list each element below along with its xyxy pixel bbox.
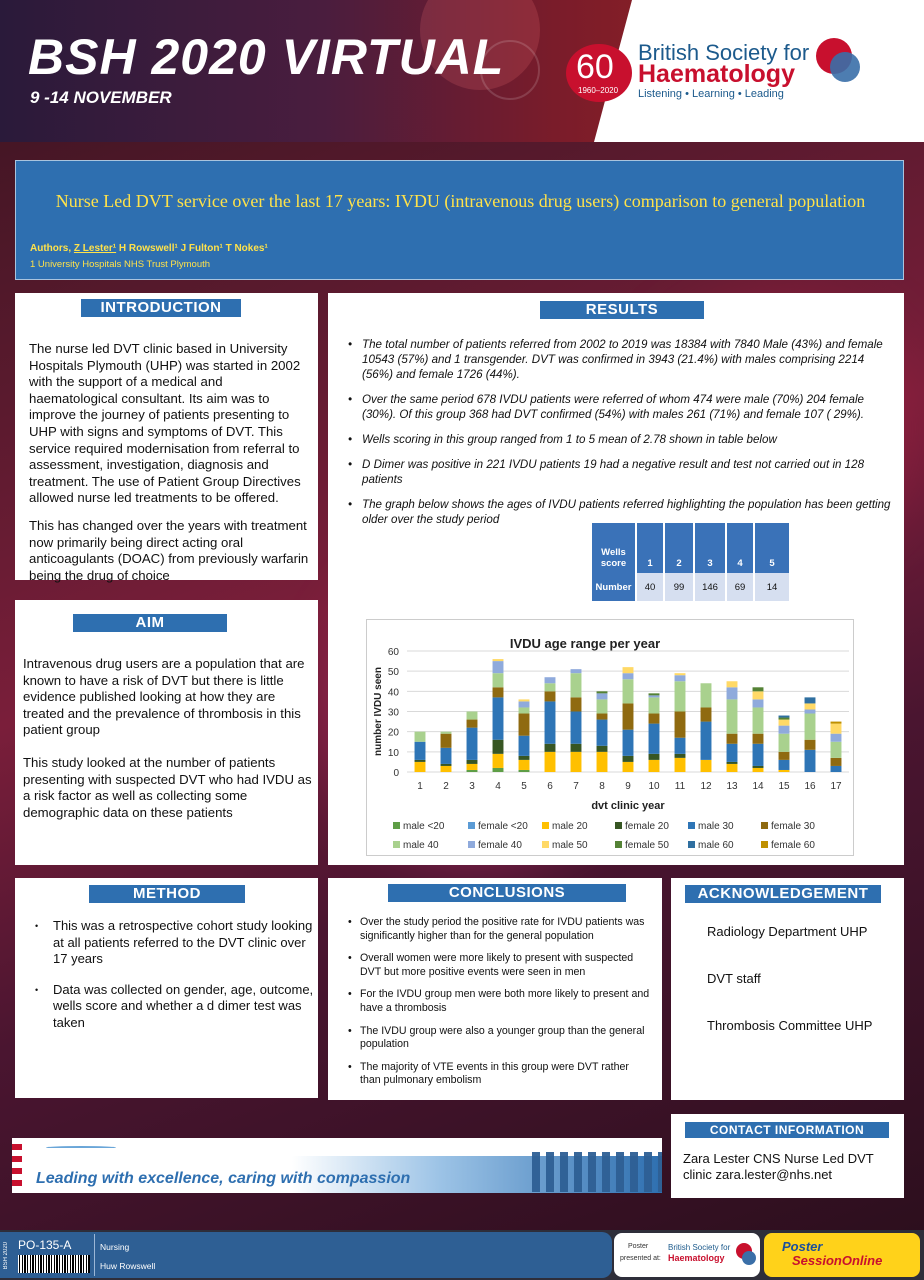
conclusions-bullet: • The IVDU group were also a younger group than the general population — [348, 1025, 652, 1052]
bar-segment — [753, 768, 764, 772]
bar-segment — [467, 764, 478, 770]
bar-segment — [519, 756, 530, 760]
y-tick-label: 0 — [393, 768, 399, 779]
bar-segment — [441, 734, 452, 748]
bar-segment — [675, 712, 686, 738]
bar-segment — [597, 691, 608, 693]
bar-segment — [519, 760, 530, 770]
bar-segment — [675, 754, 686, 758]
barcode-icon — [18, 1255, 90, 1273]
table-cell: 146 — [694, 573, 726, 601]
bar-segment — [415, 742, 426, 760]
logo-blue-circle-icon — [830, 52, 860, 82]
conclusions-bullet: • For the IVDU group men were both more likely to present and have a thrombosis — [348, 988, 652, 1015]
legend-label: female 50 — [625, 840, 669, 851]
presented-org-2: Haematology — [668, 1253, 725, 1263]
logo-blue-circle-icon — [742, 1251, 756, 1265]
legend-swatch — [688, 841, 695, 848]
bar-segment — [779, 720, 790, 726]
bar-segment — [493, 659, 504, 661]
legend-label: male 20 — [552, 821, 588, 832]
results-heading: RESULTS — [540, 301, 704, 319]
bar-segment — [519, 736, 530, 756]
bar-segment — [571, 752, 582, 772]
bar-segment — [441, 748, 452, 764]
bar-segment — [779, 718, 790, 720]
bar-segment — [597, 714, 608, 720]
gull-icon — [46, 1146, 116, 1149]
bar-segment — [805, 703, 816, 709]
bar-segment — [571, 712, 582, 744]
results-bullet: • Wells scoring in this group ranged from 1 to 5 mean of 2.78 shown in table below — [348, 432, 896, 447]
table-row — [592, 573, 790, 601]
x-tick-label: 11 — [674, 781, 686, 792]
society-name-line1: British Society for — [638, 40, 810, 65]
wells-label-2: score — [600, 558, 627, 569]
legend-label: female 60 — [771, 840, 815, 851]
legend-swatch — [468, 822, 475, 829]
bar-segment — [493, 754, 504, 768]
bar-segment — [753, 699, 764, 707]
bar-segment — [623, 756, 634, 762]
conclusions-bullet: • The majority of VTE events in this group were DVT rather than pulmonary embolism — [348, 1061, 652, 1088]
bar-segment — [597, 720, 608, 746]
wells-score-table — [592, 523, 791, 601]
table-header-row — [592, 523, 790, 573]
x-tick-label: 1 — [417, 781, 423, 792]
bar-segment — [467, 770, 478, 772]
legend-label: female 40 — [478, 840, 522, 851]
bar-segment — [597, 746, 608, 752]
footer-divider — [94, 1234, 95, 1276]
conclusions-bullet: • Overall women were more likely to present with suspected DVT but more positive events were seen in men — [348, 952, 652, 979]
table-cell: 69 — [726, 573, 754, 601]
contact-heading: CONTACT INFORMATION — [685, 1122, 889, 1138]
aim-panel — [15, 600, 318, 865]
legend-swatch — [393, 841, 400, 848]
acknowledgement-item: DVT staff — [707, 971, 761, 986]
bar-segment — [701, 707, 712, 721]
bar-segment — [571, 669, 582, 673]
bar-segment — [415, 732, 426, 742]
bar-segment — [831, 722, 842, 724]
x-tick-label: 13 — [726, 781, 738, 792]
method-bullet-list — [35, 918, 315, 1045]
bar-segment — [545, 691, 556, 701]
y-tick-label: 30 — [387, 707, 399, 719]
bar-segment — [467, 728, 478, 760]
bar-segment — [727, 699, 738, 733]
x-tick-label: 2 — [443, 781, 449, 792]
legend-swatch — [688, 822, 695, 829]
legend-label: male 50 — [552, 840, 588, 851]
legend-swatch — [761, 841, 768, 848]
bar-segment — [805, 697, 816, 703]
bar-segment — [571, 744, 582, 752]
conclusions-heading: CONCLUSIONS — [388, 884, 626, 902]
presented-at-badge — [614, 1233, 760, 1277]
aim-paragraph: This study looked at the number of patients presenting with suspected DVT who had IVDU as a risk factor as well as collecting some demographic data on these patients — [23, 754, 312, 820]
bar-segment — [649, 714, 660, 724]
people-silhouettes-icon — [532, 1152, 662, 1192]
pso-text-1: Poster — [782, 1239, 823, 1254]
y-axis-label: number IVDU seen — [373, 667, 384, 756]
bar-segment — [753, 707, 764, 733]
bar-segment — [727, 744, 738, 762]
bar-segment — [805, 740, 816, 750]
x-tick-label: 10 — [648, 781, 660, 792]
bar-segment — [805, 714, 816, 740]
bar-segment — [623, 679, 634, 703]
bar-segment — [649, 695, 660, 697]
bar-segment — [623, 762, 634, 772]
bar-segment — [441, 764, 452, 766]
contact-text: Zara Lester CNS Nurse Led DVT clinic zara.lester@nhs.net — [683, 1151, 874, 1182]
bar-segment — [675, 758, 686, 772]
wells-label-1: Wells — [601, 547, 626, 558]
x-tick-label: 3 — [469, 781, 475, 792]
bar-segment — [519, 699, 530, 701]
bar-segment — [493, 687, 504, 697]
legend-label: male <20 — [403, 821, 445, 832]
footer-year: BSH 2020 — [3, 1242, 9, 1270]
legend-swatch — [615, 822, 622, 829]
x-tick-label: 4 — [495, 781, 501, 792]
legend-label: female <20 — [478, 821, 528, 832]
bar-segment — [701, 683, 712, 707]
bar-segment — [571, 697, 582, 711]
bar-segment — [779, 716, 790, 718]
conference-title: BSH 2020 VIRTUAL — [28, 29, 505, 85]
bar-segment — [831, 724, 842, 734]
y-tick-label: 60 — [387, 647, 399, 658]
introduction-heading: INTRODUCTION — [81, 299, 241, 317]
introduction-paragraph: This has changed over the years with treatment now primarily being direct acting oral anticoagulants (DOAC) from previously warfarin being the drug of choice — [29, 517, 309, 583]
bar-segment — [805, 709, 816, 713]
legend-swatch — [542, 822, 549, 829]
table-header-cell: 1 — [636, 523, 664, 573]
bar-segment — [519, 714, 530, 736]
results-bullet: • The graph below shows the ages of IVDU patients referred highlighting the population has been getting older over the study period — [348, 497, 896, 527]
anniversary-logo — [566, 44, 632, 102]
table-cell: 99 — [664, 573, 694, 601]
bar-segment — [727, 734, 738, 744]
acknowledgement-item: Radiology Department UHP — [707, 924, 868, 939]
bar-segment — [467, 760, 478, 764]
poster-title: Nurse Led DVT service over the last 17 years: IVDU (intravenous drug users) comparison to general population — [55, 191, 866, 211]
poster-category: Nursing — [100, 1242, 130, 1252]
bar-segment — [441, 766, 452, 772]
table-header-cell — [592, 523, 636, 573]
bar-segment — [779, 770, 790, 772]
aim-heading: AIM — [73, 614, 227, 632]
conclusions-bullet: • Over the study period the positive rate for IVDU patients was significantly higher than for the general population — [348, 916, 652, 943]
bar-segment — [779, 734, 790, 752]
authors — [30, 243, 268, 254]
conference-header — [0, 0, 924, 142]
legend-swatch — [468, 841, 475, 848]
bar-segment — [467, 712, 478, 720]
x-tick-label: 8 — [599, 781, 605, 792]
anniversary-number: 60 — [576, 48, 614, 86]
legend-label: male 30 — [698, 821, 734, 832]
bar-segment — [441, 732, 452, 734]
bar-segment — [701, 760, 712, 772]
x-tick-label: 12 — [700, 781, 712, 792]
bar-segment — [597, 752, 608, 772]
bar-segment — [415, 760, 426, 762]
table-cell: 14 — [754, 573, 790, 601]
table-header-cell: 4 — [726, 523, 754, 573]
bar-segment — [779, 726, 790, 734]
ivdu-age-chart — [366, 619, 854, 856]
y-tick-label: 20 — [387, 727, 399, 739]
bar-segment — [623, 703, 634, 729]
results-bullet-list — [348, 337, 896, 537]
pso-text-2: SessionOnline — [792, 1253, 883, 1268]
banner-slogan: Leading with excellence, caring with compassion — [36, 1170, 411, 1187]
bar-segment — [753, 691, 764, 699]
conference-dates: 9 -14 NOVEMBER — [30, 88, 172, 107]
presented-org-1: British Society for — [668, 1243, 731, 1252]
bar-segment — [649, 760, 660, 772]
bar-segment — [649, 693, 660, 695]
bar-segment — [753, 734, 764, 744]
y-tick-label: 50 — [387, 667, 399, 679]
affiliation: 1 University Hospitals NHS Trust Plymouth — [30, 259, 211, 270]
legend-label: male 60 — [698, 840, 734, 851]
bar-segment — [545, 701, 556, 743]
bar-segment — [623, 730, 634, 756]
bar-segment — [779, 752, 790, 760]
presenting-author: Z Lester¹ — [73, 243, 117, 254]
x-tick-label: 14 — [752, 781, 764, 792]
results-bullet: • Over the same period 678 IVDU patients were referred of whom 474 were male (70%) 204 female (30%). Of this group 368 had DVT confirmed (54%) with males 261 (71%) and female 107 ( 29%). — [348, 392, 896, 422]
bar-segment — [415, 762, 426, 772]
footer-info-bar — [0, 1232, 612, 1278]
x-tick-label: 15 — [778, 781, 790, 792]
contact-panel — [671, 1114, 904, 1198]
presented-label-1: Poster — [628, 1243, 649, 1250]
conclusions-panel — [328, 878, 662, 1100]
bar-segment — [727, 762, 738, 764]
table-header-cell: 3 — [694, 523, 726, 573]
legend-swatch — [542, 841, 549, 848]
bar-segment — [831, 758, 842, 766]
y-tick-label: 10 — [387, 747, 399, 759]
bar-segment — [727, 764, 738, 772]
bar-segment — [623, 667, 634, 673]
table-header-cell: 5 — [754, 523, 790, 573]
authors-prefix: Authors, — [30, 243, 74, 254]
method-bullet: • This was a retrospective cohort study looking at all patients referred to the DVT clinic over 17 years — [35, 918, 315, 968]
bar-segment — [597, 699, 608, 713]
bar-segment — [649, 697, 660, 713]
aim-body — [23, 656, 313, 832]
x-tick-label: 9 — [625, 781, 631, 792]
society-tagline: Listening • Learning • Leading — [638, 88, 784, 100]
bar-segment — [623, 673, 634, 679]
legend-swatch — [615, 841, 622, 848]
method-bullet: • Data was collected on gender, age, outcome, wells score and whether a d dimer test was taken — [35, 982, 315, 1032]
chart-svg — [367, 620, 853, 855]
bar-segment — [675, 675, 686, 681]
bar-segment — [649, 724, 660, 754]
bar-segment — [701, 722, 712, 760]
authors-rest: H Rowswell¹ J Fulton¹ T Nokes¹ — [116, 243, 268, 254]
bar-segment — [545, 744, 556, 752]
introduction-panel — [15, 293, 318, 583]
anniversary-years: 1960–2020 — [578, 86, 619, 95]
results-bullet: • The total number of patients referred from 2002 to 2019 was 18384 with 7840 Male (43%) and female 10543 (57%) and 1 transgender. DVT was confirmed in 3943 (21.4%) with males comprising 2214 (56%) and female 1726 (44%). — [348, 337, 896, 382]
bar-segment — [753, 687, 764, 691]
bar-segment — [545, 677, 556, 683]
table-row-label: Number — [592, 573, 636, 601]
x-tick-label: 7 — [573, 781, 579, 792]
bar-segment — [597, 693, 608, 699]
bar-segment — [519, 770, 530, 772]
bar-segment — [805, 750, 816, 772]
x-tick-label: 6 — [547, 781, 553, 792]
bar-segment — [779, 760, 790, 770]
bar-segment — [753, 744, 764, 766]
bar-segment — [519, 701, 530, 707]
poster-board-id: PO-135-A — [18, 1238, 72, 1252]
bar-segment — [753, 766, 764, 768]
bar-segment — [727, 681, 738, 687]
table-header-cell: 2 — [664, 523, 694, 573]
x-axis-label: dvt clinic year — [591, 800, 665, 812]
bar-segment — [545, 683, 556, 691]
poster-presenter: Huw Rowswell — [100, 1261, 156, 1271]
chart-title: IVDU age range per year — [509, 636, 661, 651]
acknowledgement-heading: ACKNOWLEDGEMENT — [685, 885, 881, 903]
acknowledgement-item: Thrombosis Committee UHP — [707, 1018, 873, 1033]
bar-segment — [727, 687, 738, 699]
bar-segment — [675, 681, 686, 711]
bar-segment — [467, 720, 478, 728]
poster-footer — [0, 1230, 924, 1280]
acknowledgement-panel — [671, 878, 904, 1100]
bar-segment — [675, 673, 686, 675]
bar-segment — [571, 673, 582, 697]
bar-segment — [493, 768, 504, 772]
bar-segment — [493, 661, 504, 673]
bar-segment — [831, 742, 842, 758]
poster-session-online-logo — [764, 1233, 920, 1277]
bar-segment — [493, 740, 504, 754]
legend-swatch — [761, 822, 768, 829]
introduction-paragraph: The nurse led DVT clinic based in University Hospitals Plymouth (UHP) was started in 2002 with the support of a medical and haematological consultant. Its aim was to improve the journey of patients presenting to UHP with signs and symptoms of DVT. This service required modernisation from referral to assessment, investigation, diagnosis and treatment. The use of Patient Group Directives allowed nurse led treatments to be offered. — [29, 341, 301, 506]
bar-segment — [831, 766, 842, 772]
legend-label: male 40 — [403, 840, 439, 851]
legend-label: female 30 — [771, 821, 815, 832]
y-tick-label: 40 — [387, 687, 399, 699]
bar-segment — [649, 754, 660, 760]
bar-segment — [675, 738, 686, 754]
lighthouse-icon — [12, 1144, 22, 1190]
legend-label: female 20 — [625, 821, 669, 832]
presented-label-2: presented at: — [620, 1255, 661, 1262]
x-tick-label: 5 — [521, 781, 527, 792]
method-panel — [15, 878, 318, 1098]
table-cell: 40 — [636, 573, 664, 601]
conclusions-bullet-list — [348, 916, 652, 1097]
method-heading: METHOD — [89, 885, 245, 903]
bar-segment — [493, 673, 504, 687]
poster-title-box — [15, 160, 904, 280]
bar-segment — [545, 752, 556, 772]
bar-segment — [519, 707, 530, 713]
introduction-body — [29, 341, 309, 595]
hospital-banner — [12, 1138, 662, 1193]
bar-segment — [831, 734, 842, 742]
society-name-line2: Haematology — [638, 60, 795, 88]
x-tick-label: 17 — [830, 781, 842, 792]
results-bullet: • D Dimer was positive in 221 IVDU patients 19 had a negative result and test not carried out in 128 patients — [348, 457, 896, 487]
bar-segment — [493, 697, 504, 739]
aim-paragraph: Intravenous drug users are a population that are known to have a risk of DVT but there is little evidence published looking at how they are treated and the prevalence of thrombosis in this patient group — [23, 656, 305, 738]
legend-swatch — [393, 822, 400, 829]
x-tick-label: 16 — [804, 781, 816, 792]
